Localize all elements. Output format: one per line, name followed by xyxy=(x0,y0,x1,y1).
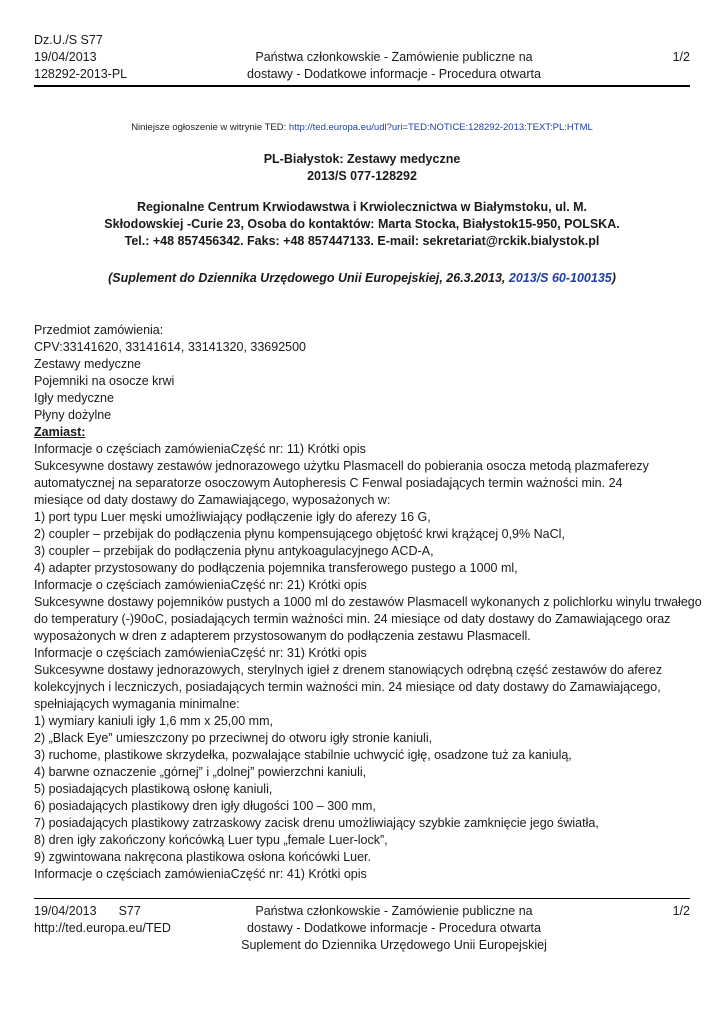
header-reference xyxy=(34,32,127,83)
body-text-line: Informacje o częściach zamówieniaCzęść nr: 21) Krótki opis xyxy=(34,578,367,592)
body-text-line: 1) wymiary kaniuli igły 1,6 mm x 25,00 mm, xyxy=(34,714,273,728)
supplement-reference xyxy=(34,271,690,285)
body-text-line: wyposażonych w dren z adapterem przystosowanym do podłączenia zestawu Plasmacell. xyxy=(34,629,531,643)
body-text-line: miesiące od daty dostawy do Zamawiającego, wyposażonych w: xyxy=(34,493,391,507)
footer-date: 19/04/2013 xyxy=(34,904,97,918)
header-page-number xyxy=(673,32,690,66)
footer-title-line-2: dostawy - Dodatkowe informacje - Procedura otwarta xyxy=(247,921,541,935)
body-text-line: 9) zgwintowana nakręcona plastikowa osłona końcówki Luer. xyxy=(34,850,371,864)
header-journal-ref: Dz.U./S S77 xyxy=(34,33,103,47)
footer-series: S77 xyxy=(118,904,141,918)
footer-title xyxy=(214,903,574,954)
ted-notice xyxy=(34,122,690,133)
body-text-line: Sukcesywne dostawy pojemników pustych a 1000 ml do zestawów Plasmacell wykonanych z polichlorku winylu trwałego xyxy=(34,595,702,609)
footer-divider xyxy=(34,898,690,899)
footer-page-number xyxy=(673,903,690,920)
body-text-line: 3) ruchome, plastikowe skrzydełka, pozwalające stabilnie uchwycić igłę, osadzone tuż za kaniulą, xyxy=(34,748,572,762)
body-text-line: Informacje o częściach zamówieniaCzęść nr: 31) Krótki opis xyxy=(34,646,367,660)
body-text-line: Sukcesywne dostawy zestawów jednorazowego użytku Plasmacell do pobierania osocza metodą plazmaferezy xyxy=(34,459,649,473)
footer-date-series xyxy=(34,903,171,920)
authority-line-2: Skłodowskiej -Curie 23, Osoba do kontaktów: Marta Stocka, Białystok15-950, POLSKA. xyxy=(104,217,620,231)
footer-title-line-1: Państwa członkowskie - Zamówienie publiczne na xyxy=(255,904,533,918)
subject-line: Pojemniki na osocze krwi xyxy=(34,374,175,388)
ted-notice-link[interactable]: http://ted.europa.eu/udl?uri=TED:NOTICE:128292-2013:TEXT:PL:HTML xyxy=(288,122,593,133)
authority-line-3: Tel.: +48 857456342. Faks: +48 857447133. E-mail: sekretariat@rckik.bialystok.pl xyxy=(124,234,600,248)
document-title xyxy=(34,151,690,185)
authority-line-1: Regionalne Centrum Krwiodawstwa i Krwiolecznictwa w Białymstoku, ul. M. xyxy=(136,200,588,214)
body-text-line: 2) coupler – przebijak do podłączenia płynu kompensującego objętość krwi krążącej 0,9% NaCl, xyxy=(34,527,565,541)
body-text-line: 8) dren igły zakończony końcówką Luer typu „female Luer-lock”, xyxy=(34,833,388,847)
body-text-line: 6) posiadających plastikowy dren igły długości 100 – 300 mm, xyxy=(34,799,376,813)
body-text-line: 1) port typu Luer męski umożliwiający podłączenie igły do aferezy 16 G, xyxy=(34,510,431,524)
footer-page: 1/2 xyxy=(672,904,690,918)
supplement-notice-link[interactable]: 2013/S 60-100135 xyxy=(508,271,612,285)
body-text-line: Informacje o częściach zamówieniaCzęść nr: 11) Krótki opis xyxy=(34,442,366,456)
body-text-line: do temperatury (-)90oC, posiadających termin ważności min. 24 miesiące od daty dostawy do Zamawiającego oraz xyxy=(34,612,671,626)
document-title-line-2: 2013/S 077-128292 xyxy=(307,169,417,183)
header-page: 1/2 xyxy=(672,50,690,64)
footer-reference xyxy=(34,903,171,937)
footer-title-line-3: Suplement do Dziennika Urzędowego Unii Europejskiej xyxy=(241,938,547,952)
subject-line: CPV:33141620, 33141614, 33141320, 33692500 xyxy=(34,340,307,354)
instead-label: Zamiast: xyxy=(34,425,86,439)
document-title-line-1: PL-Białystok: Zestawy medyczne xyxy=(263,152,461,166)
header-title-line-1: Państwa członkowskie - Zamówienie publiczne na xyxy=(255,50,533,64)
subject-section xyxy=(34,322,694,424)
body-text-line: kolekcyjnych i leczniczych, posiadających termin ważności min. 24 miesiące od daty dostawy do Zamawiającego, xyxy=(34,680,661,694)
header-divider xyxy=(34,85,690,87)
footer-url: http://ted.europa.eu/TED xyxy=(34,921,171,935)
ted-notice-prefix: Niniejsze ogłoszenie w witrynie TED: xyxy=(131,122,287,133)
header-title-line-2: dostawy - Dodatkowe informacje - Procedura otwarta xyxy=(247,67,541,81)
subject-line: Igły medyczne xyxy=(34,391,114,405)
subject-line: Płyny dożylne xyxy=(34,408,112,422)
header-title xyxy=(214,32,574,83)
header-notice-number: 128292-2013-PL xyxy=(34,67,128,81)
body-text-line: 7) posiadających plastikowy zatrzaskowy zacisk drenu umożliwiający szybkie zamknięcie jego światła, xyxy=(34,816,599,830)
body-text-line: 4) barwne oznaczenie „górnej” i „dolnej” powierzchni kaniuli, xyxy=(34,765,367,779)
supplement-text: (Suplement do Dziennika Urzędowego Unii Europejskiej, 26.3.2013, xyxy=(108,271,506,285)
header-date: 19/04/2013 xyxy=(34,50,97,64)
subject-line: Zestawy medyczne xyxy=(34,357,141,371)
body-text-line: Sukcesywne dostawy jednorazowych, sterylnych igieł z drenem stanowiących odrębną część zestawów do aferez xyxy=(34,663,663,677)
notice-body xyxy=(34,322,702,883)
body-text-line: 3) coupler – przebijak do podłączenia płynu antykoagulacyjnego ACD-A, xyxy=(34,544,434,558)
body-text-line: 4) adapter przystosowany do podłączenia pojemnika transferowego pustego a 1000 ml, xyxy=(34,561,518,575)
body-text-line: automatycznej na separatorze osoczowym Autopheresis C Fenwal posiadających termin ważności min. 24 xyxy=(34,476,623,490)
body-text-line: 2) „Black Eye” umieszczony po przeciwnej do otworu igły stronie kaniuli, xyxy=(34,731,433,745)
body-text-line: 5) posiadających plastikową osłonę kaniuli, xyxy=(34,782,273,796)
body-text-line: spełniających wymagania minimalne: xyxy=(34,697,240,711)
subject-line: Przedmiot zamówienia: xyxy=(34,323,164,337)
body-text-line: Informacje o częściach zamówieniaCzęść nr: 41) Krótki opis xyxy=(34,867,367,881)
supplement-close: ) xyxy=(611,271,616,285)
instead-content xyxy=(34,441,702,883)
contracting-authority xyxy=(34,199,690,250)
